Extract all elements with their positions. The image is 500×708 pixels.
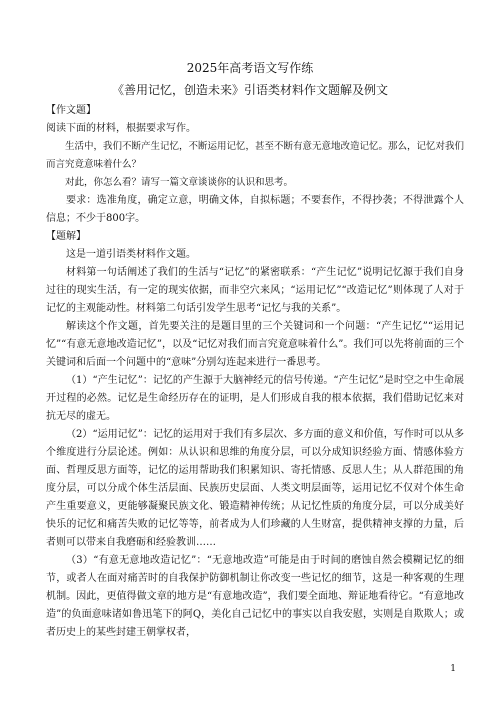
analysis-paragraph-4: （1）“产生记忆”：记忆的产生源于大脑神经元的信号传递。“产生记忆”是时空之中生命展开过程的必然。记忆是生命经历存在的证明，是人们形成自我的根本依据，我们借助记忆来对抗无尽的虚无。	[46, 375, 464, 422]
prompt-instruction: 阅读下面的材料，根据要求写作。	[46, 123, 196, 134]
analysis-paragraph-1: 这是一道引语类材料作文题。	[66, 249, 196, 260]
page-number: 1	[450, 664, 456, 674]
prompt-requirements: 要求：选准角度，确定立意，明确文体，自拟标题；不要套作，不得抄袭；不得泄露个人信息；不少于800字。	[46, 195, 464, 224]
analysis-paragraph-3: 解读这个作文题，首先要关注的是题目里的三个关键词和一个问题：“产生记忆”“运用记忆”“有意无意地改造记忆”，以及“记忆对我们而言究竟意味着什么”。我们可以先将前面的三个关键词和后面一个问题中的“意味”分别勾连起来进行一番思考。	[46, 321, 464, 368]
analysis-paragraph-6: （3）“有意无意地改造记忆”：“无意地改造”可能是由于时间的磨蚀自然会模糊记忆的细节，或者人在面对痛苦时的自我保护防御机制让你改变一些记忆的细节，这是一种客观的生理机制。因此，更值得做文章的地方是“有意地改造”，我们要全面地、辩证地看待它。“有意地改造”的负面意味诸如鲁迅笔下的阿Q，美化自己记忆中的事实以自我安慰，实则是自欺欺人；或者历史上的某些封建王朝掌权者，	[46, 555, 464, 638]
document-body	[46, 102, 464, 642]
section-label-analysis: 【题解】	[46, 231, 86, 242]
document-subtitle: 《善用记忆，创造未来》引语类材料作文题解及例文	[111, 83, 388, 97]
analysis-paragraph-2: 材料第一句话阐述了我们的生活与“记忆”的紧密联系：“产生记忆”说明记忆源于我们自身过往的现实生活，有一定的现实依据，而非空穴来风；“运用记忆”“改造记忆”则体现了人对于记忆的主观能动性。材料第二句话引发学生思考“记忆与我的关系”。	[46, 267, 464, 314]
prompt-material-2: 对此，你怎么看？请写一篇文章谈谈你的认识和思考。	[65, 177, 294, 188]
document-title: 2025年高考语文写作练	[186, 61, 314, 75]
prompt-material-1: 生活中，我们不断产生记忆，不断运用记忆，甚至不断有意无意地改造记忆。那么，记忆对我们而言究竟意味着什么？	[46, 141, 465, 170]
section-label-prompt: 【作文题】	[46, 105, 96, 116]
analysis-paragraph-5: （2）“运用记忆”：记忆的运用对于我们有多层次、多方面的意义和价值，写作时可以从多个维度进行分层论述。例如：从认识和思维的角度分层，可以分成知识经验方面、情感体验方面、哲理反思方面等，记忆的运用帮助我们积累知识、寄托情感、反思人生；从人群范围的角度分层，可以分成个体生活层面、民族历史层面、人类文明层面等，运用记忆不仅对个体生命产生重要意义，更能够凝聚民族文化、锻造精神传统；从记忆性质的角度分层，可以分成美好快乐的记忆和痛苦失败的记忆等等，前者成为人们珍藏的人生财富，提供精神支撑的力量，后者则可以带来自我磨砺和经验教训……	[46, 429, 464, 548]
